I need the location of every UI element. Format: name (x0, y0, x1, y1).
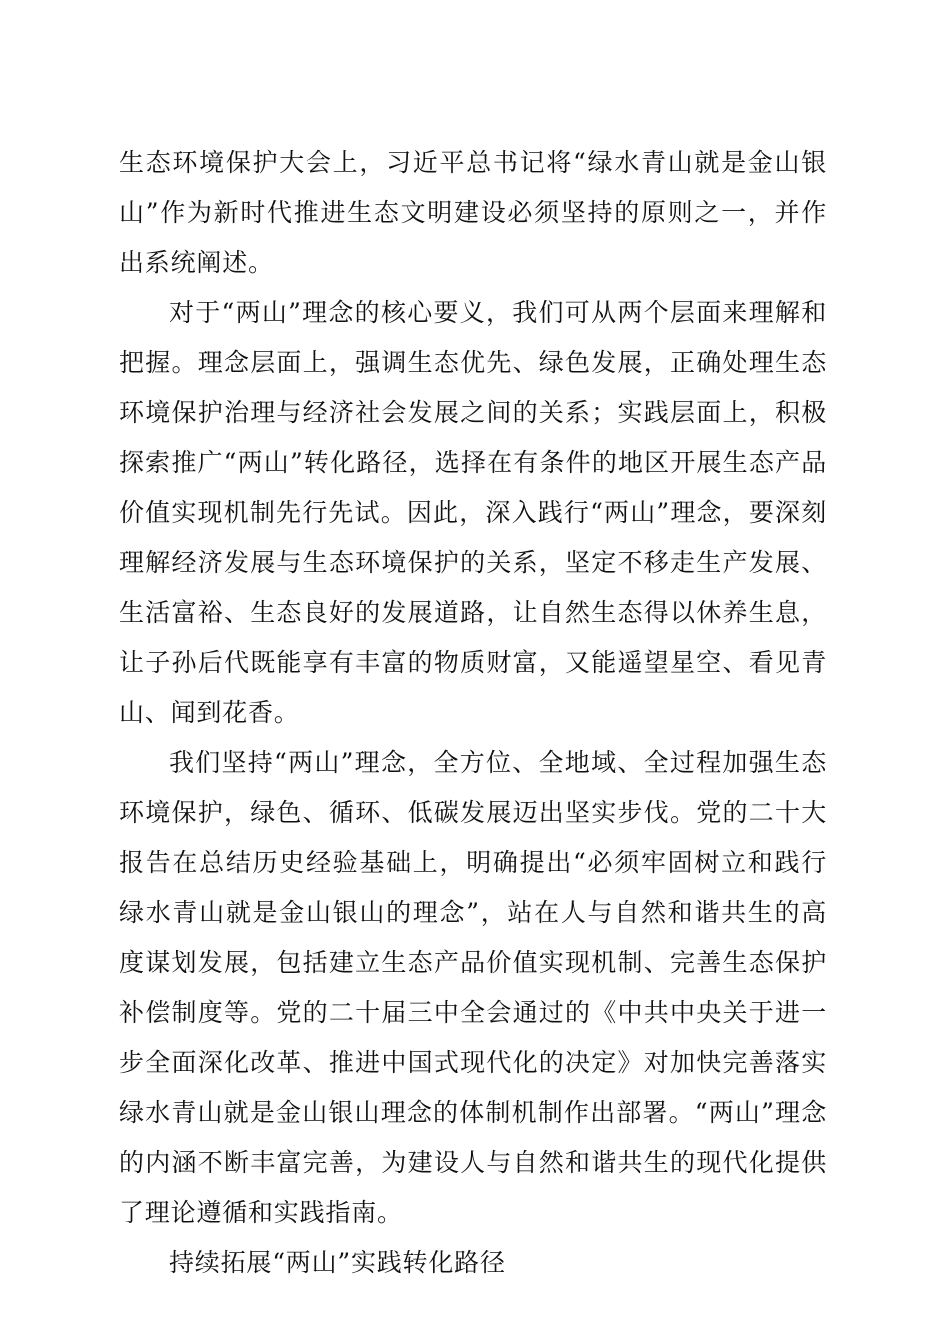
paragraph-achievements: 我们坚持“两山”理念，全方位、全地域、全过程加强生态环境保护，绿色、循环、低碳发展迈出坚实步伐。党的二十大报告在总结历史经验基础上，明确提出“必须牢固树立和践行绿水青山就是金山银山的理念”，站在人与自然和谐共生的高度谋划发展，包括建立生态产品价值实现机制、完善生态保护补偿制度等。党的二十届三中全会通过的《中共中央关于进一步全面深化改革、推进中国式现代化的决定》对加快完善落实绿水青山就是金山银山理念的体制机制作出部署。“两山”理念的内涵不断丰富完善，为建设人与自然和谐共生的现代化提供了理论遵循和实践指南。 (119, 748, 827, 1227)
section-heading: 持续拓展“两山”实践转化路径 (169, 1248, 506, 1277)
paragraph-core-meaning: 对于“两山”理念的核心要义，我们可从两个层面来理解和把握。理念层面上，强调生态优先、绿色发展，正确处理生态环境保护治理与经济社会发展之间的关系；实践层面上，积极探索推广“两山”转化路径，选择在有条件的地区开展生态产品价值实现机制先行先试。因此，深入践行“两山”理念，要深刻理解经济发展与生态环境保护的关系，坚定不移走生产发展、生活富裕、生态良好的发展道路，让自然生态得以休养生息，让子孙后代既能享有丰富的物质财富，又能遥望星空、看见青山、闻到花香。 (119, 298, 827, 727)
document-body (119, 138, 827, 1288)
paragraph-continuation: 生态环境保护大会上，习近平总书记将“绿水青山就是金山银山”作为新时代推进生态文明建设必须坚持的原则之一，并作出系统阐述。 (119, 148, 827, 277)
